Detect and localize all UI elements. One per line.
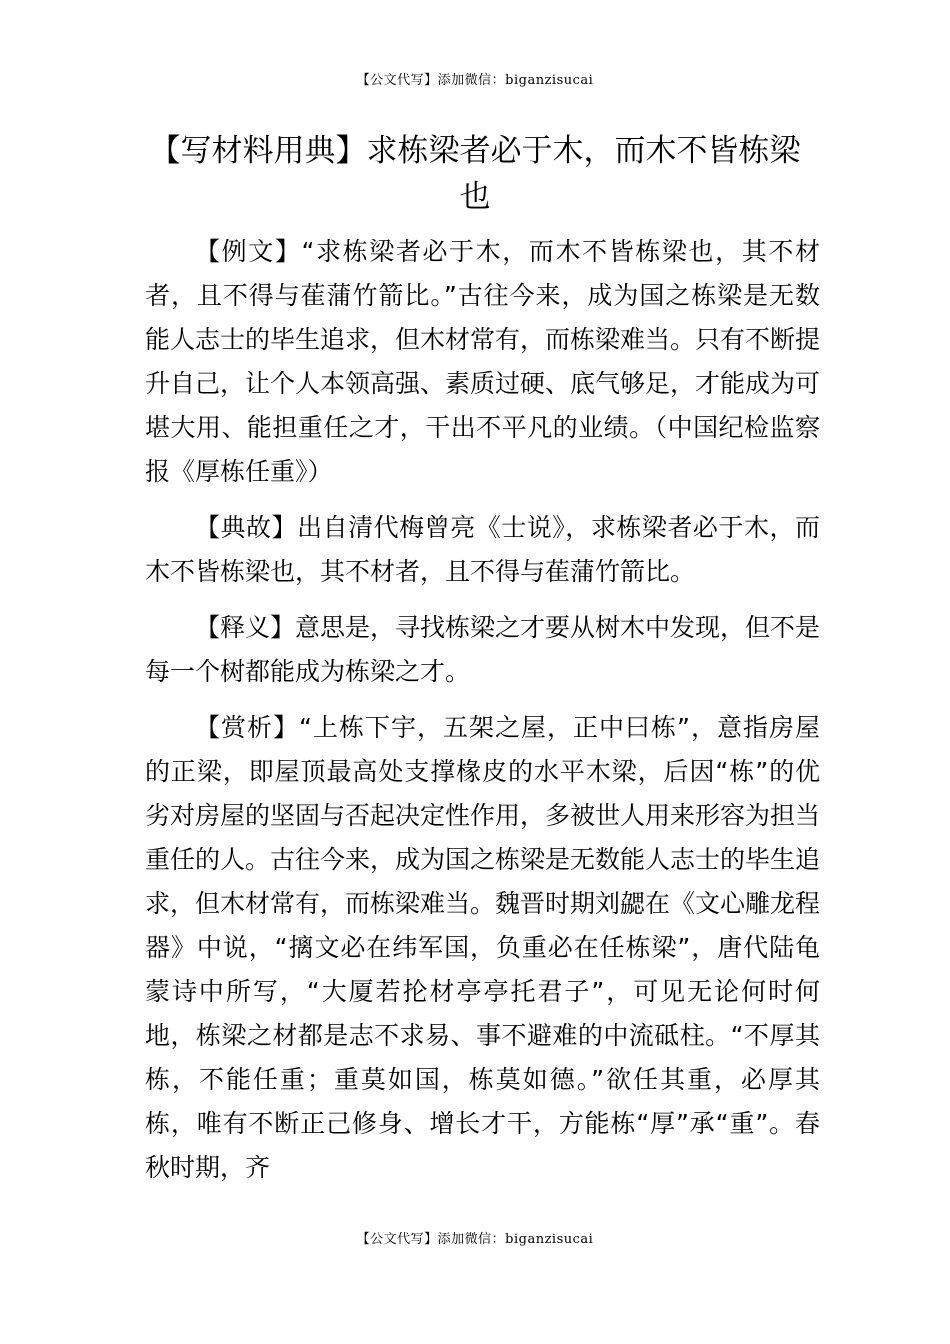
document-body xyxy=(145,230,820,1202)
paragraph-meaning: 【释义】意思是，寻找栋梁之才要从树木中发现，但不是每一个树都能成为栋梁之才。 xyxy=(145,613,821,686)
document-title: 【写材料用典】求栋梁者必于木，而木不皆栋梁也 xyxy=(149,133,801,215)
paragraph-allusion: 【典故】出自清代梅曾亮《士说》，求栋梁者必于木，而木不皆栋梁也，其不材者，且不得与萑蒲竹箭比。 xyxy=(145,513,820,586)
paragraph-appreciation: 【赏析】“上栋下宇，五架之屋，正中曰栋”，意指房屋的正梁，即屋顶最高处支撑椽皮的水平木梁，后因“栋”的优劣对房屋的坚固与否起决定性作用，多被世人用来形容为担当重任的人。古往今来，成为国之栋梁是无数能人志士的毕生追求，但木材常有，而栋梁难当。魏晋时期刘勰在《文心雕龙程器》中说，“摛文必在纬军国，负重必在任栋梁”，唐代陆龟蒙诗中所写，“大厦若抡材亭亭托君子”，可见无论何时何地，栋梁之材都是志不求易、事不避难的中流砥柱。“不厚其栋，不能任重；重莫如国，栋莫如德。”欲任其重，必厚其栋，唯有不断正己修身、增长才干，方能栋“厚”承“重”。春秋时期，齐 xyxy=(145,713,821,1182)
paragraph-example: 【例文】“求栋梁者必于木，而木不皆栋梁也，其不材者，且不得与萑蒲竹箭比。”古往今来，成为国之栋梁是无数能人志士的毕生追求，但木材常有，而栋梁难当。只有不断提升自己，让个人本领高强、素质过硬、底气够足，才能成为可堪大用、能担重任之才，干出不平凡的业绩。（中国纪检监察报《厚栋任重》） xyxy=(145,237,821,486)
page-footer: 【公文代写】添加微信：biganzisucai xyxy=(356,1232,594,1247)
page-header: 【公文代写】添加微信：biganzisucai xyxy=(356,73,594,88)
